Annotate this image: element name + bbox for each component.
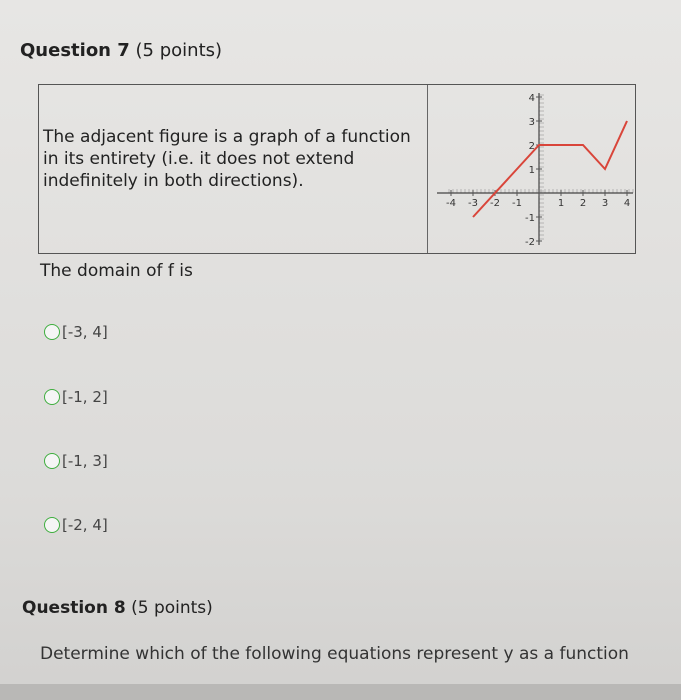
y-tick-label: 3 [528, 117, 535, 128]
question-7-points: (5 points) [135, 40, 223, 61]
option-label: [-1, 2] [62, 388, 108, 406]
x-tick-label: -2 [490, 198, 500, 209]
x-tick-label: -4 [446, 198, 456, 209]
radio-button[interactable] [44, 389, 60, 405]
y-tick-label: -2 [525, 237, 535, 248]
question-8-title [22, 598, 213, 618]
y-tick-label: -1 [525, 213, 535, 224]
x-tick-label: -3 [468, 198, 478, 209]
x-tick-label: 2 [579, 198, 587, 209]
question-8-prompt: Determine which of the following equations represent y as a function [40, 644, 629, 664]
x-tick-label: -1 [512, 198, 522, 209]
y-tick-label: 2 [528, 141, 535, 152]
x-tick-label: 4 [623, 198, 631, 209]
question-7-title [20, 40, 222, 61]
question-8-points: (5 points) [131, 598, 213, 618]
radio-button[interactable] [44, 517, 60, 533]
question-7-number: Question 7 [20, 40, 130, 61]
figure-divider [427, 85, 428, 253]
radio-button[interactable] [44, 324, 60, 340]
option-1[interactable] [44, 323, 108, 341]
option-4[interactable] [44, 516, 108, 534]
option-label: [-3, 4] [62, 323, 108, 341]
function-graph [429, 85, 635, 253]
figure-description: The adjacent figure is a graph of a function in its entirety (i.e. it does not extend indefinitely in both directions). [43, 127, 411, 191]
radio-button[interactable] [44, 453, 60, 469]
x-tick-label: 1 [557, 198, 565, 209]
y-tick-label: 1 [528, 165, 535, 176]
figure-box [38, 84, 636, 254]
x-tick-label: 3 [601, 198, 609, 209]
domain-question: The domain of f is [40, 261, 193, 281]
question-8-number: Question 8 [22, 598, 126, 618]
bottom-band [0, 684, 681, 700]
option-3[interactable] [44, 452, 108, 470]
option-label: [-1, 3] [62, 452, 108, 470]
option-label: [-2, 4] [62, 516, 108, 534]
y-tick-label: 4 [528, 93, 535, 104]
option-2[interactable] [44, 388, 108, 406]
